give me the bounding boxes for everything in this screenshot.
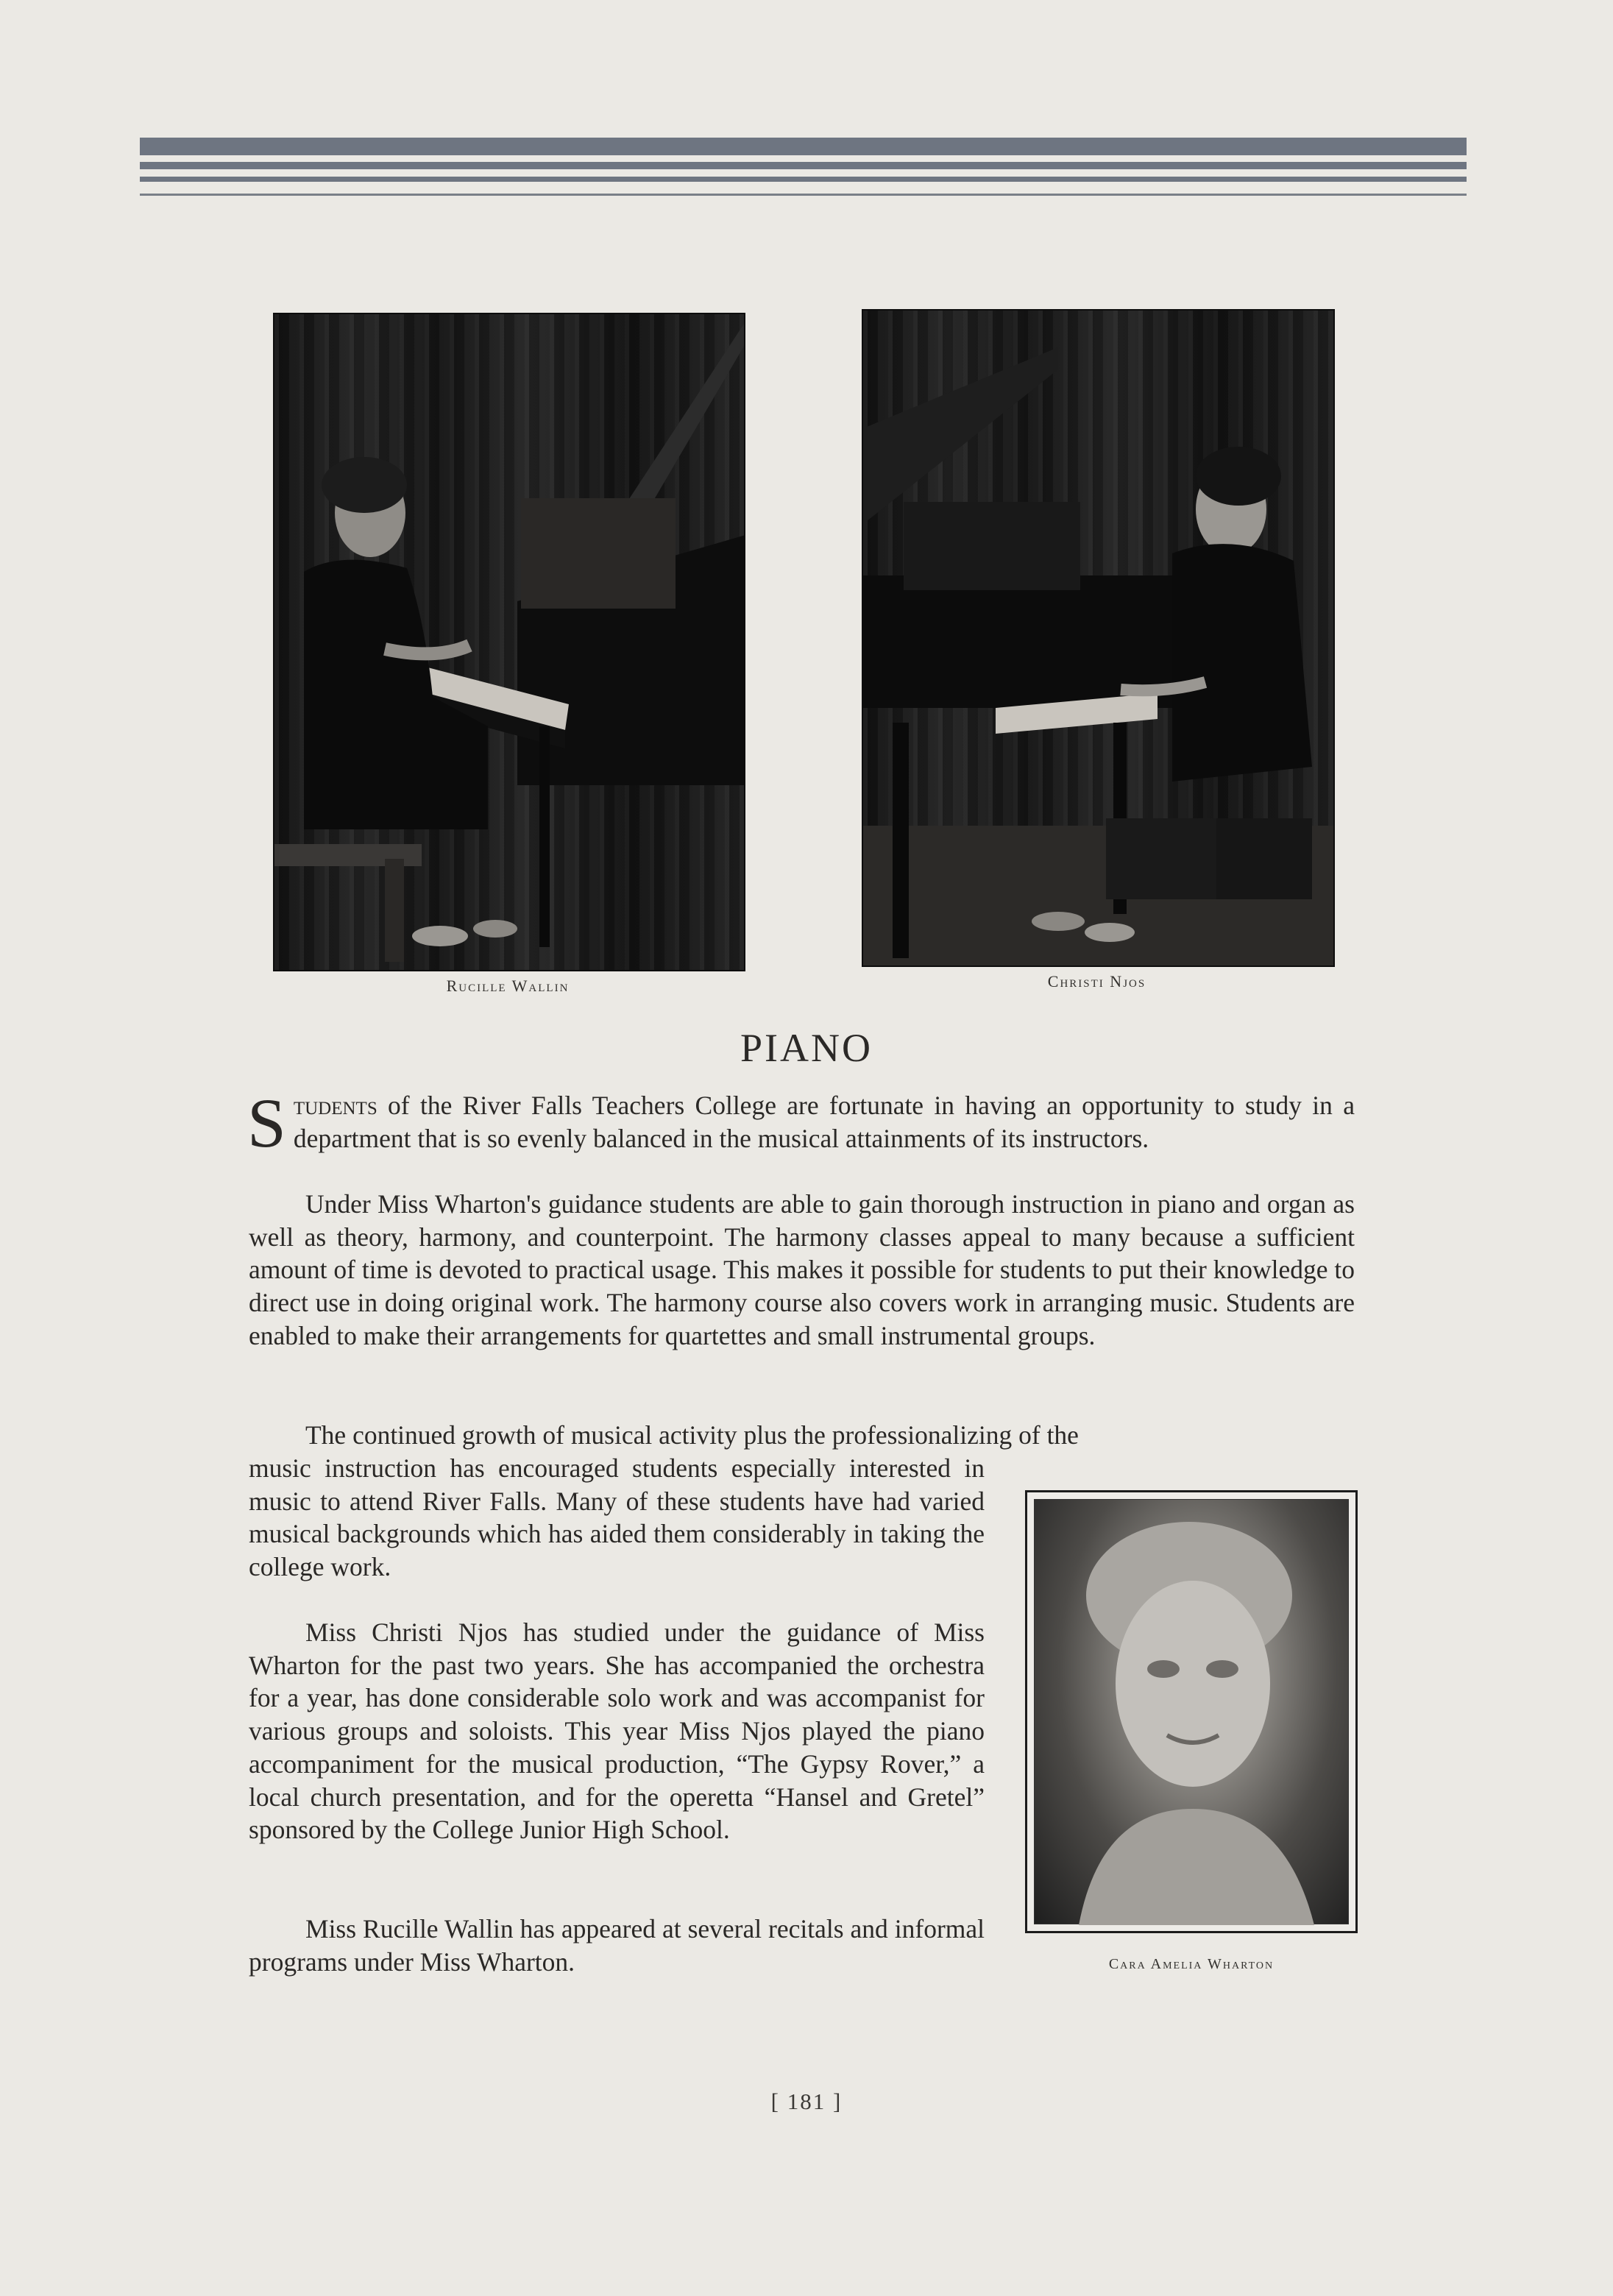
paragraph-christi-njos: Miss Christi Njos has studied under the guidance of Miss Wharton for the past two years. She has accompanied the orchestra for a year, has done considerable solo work and was accompanist for various groups and soloists. This year Miss Njos played the piano accompaniment for the musical production, “The Gypsy Rover,” a local church presentation, and for the operetta “Hansel and Gretel” sponsored by the College Junior High School. [249, 1618, 985, 1845]
header-rule-thin [140, 177, 1467, 182]
header-rule-hairline [140, 194, 1467, 196]
photo-christi-njos [862, 309, 1335, 967]
caption-cara-amelia-wharton [1025, 1956, 1358, 1973]
photo-rucille-wallin [273, 313, 745, 971]
caption-rucille-wallin [273, 977, 742, 996]
caption-text: Cara Amelia Wharton [1108, 1956, 1275, 1972]
caption-christi-njos [862, 972, 1332, 991]
pianist-left-illustration [274, 314, 744, 970]
paragraph-harmony: Under Miss Wharton's guidance students are able to gain thorough instruction in piano and organ as well as theory, harmony, and counterpoint. The harmony classes appeal to many because a sufficient amount of time is devoted to practical usage. This makes it possible for students to put their knowledge to direct use in doing original work. The harmony course also covers work in arranging music. Students are enabled to make their arrangements for quartettes and small instrumental groups. [249, 1189, 1355, 1350]
caption-text: Rucille Wallin [446, 977, 570, 995]
portrait-cara-amelia-wharton [1034, 1499, 1349, 1924]
paragraph-intro [247, 1084, 1355, 1162]
portrait-illustration [1035, 1500, 1350, 1925]
paragraph-intro-body: of the River Falls Teachers College are fortunate in having an opportunity to study in a department that is so evenly balanced in the musical attainments of its instructors. [293, 1091, 1355, 1153]
caption-text: Christi Njos [1047, 972, 1146, 991]
header-rule-thick [140, 138, 1467, 155]
drop-cap: S [247, 1084, 286, 1162]
paragraph-growth: music instruction has encouraged students especially interested in music to attend River Falls. Many of these students have had varied musical backgrounds which has aided them considerably in taking the college work. [249, 1453, 985, 1582]
portrait-frame [1025, 1490, 1358, 1933]
pianist-right-illustration [863, 311, 1333, 965]
header-rule-medium [140, 162, 1467, 169]
page-number: [ 181 ] [770, 2088, 843, 2114]
page-title: PIANO [740, 1026, 873, 1070]
paragraph-rucille-wallin: Miss Rucille Wallin has appeared at several recitals and informal programs under Miss Wharton. [249, 1914, 985, 1977]
paragraph-growth-first-line: The continued growth of musical activity plus the professionalizing of the [305, 1420, 1079, 1450]
paragraph-intro-lead: tudents [293, 1091, 377, 1120]
